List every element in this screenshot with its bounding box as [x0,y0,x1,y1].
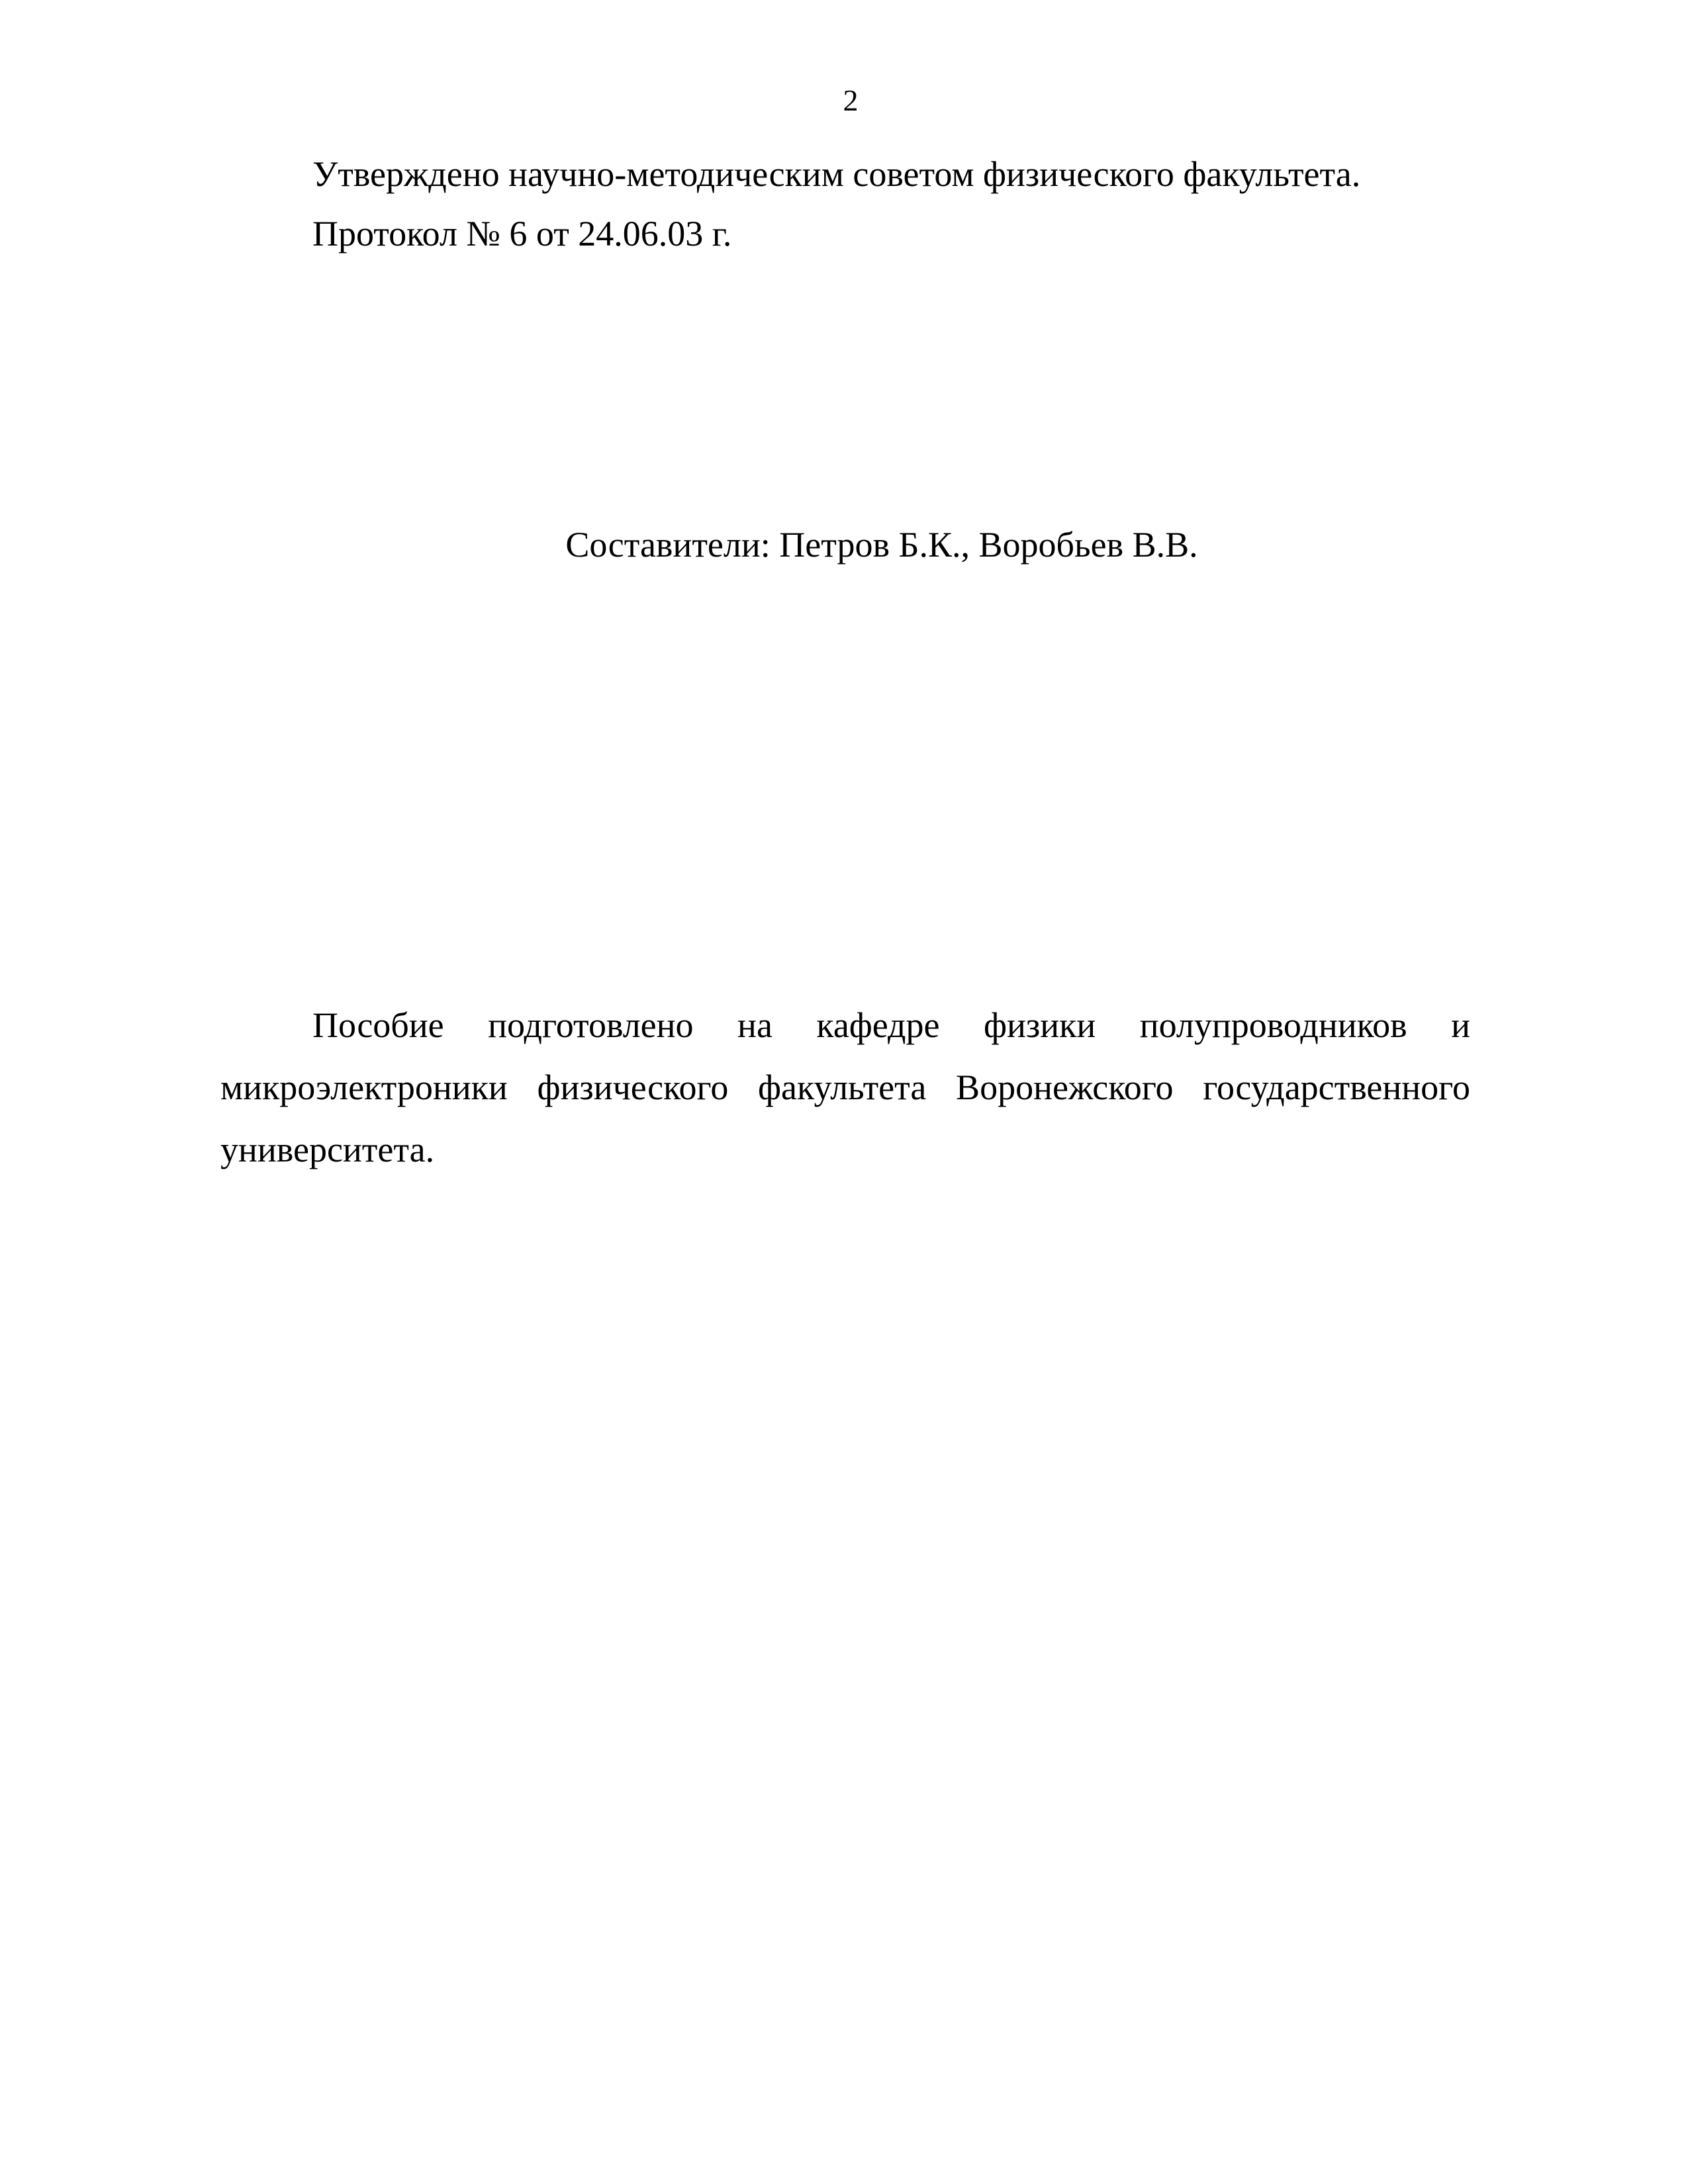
approval-statement: Утверждено научно-методическим советом физического факультета. [312,154,1361,194]
preparation-statement: Пособие подготовлено на кафедре физики полупроводников и микроэлектроники физического факультета Воронежского государственного университета. [220,1005,1470,1169]
page-number: 2 [843,83,859,117]
compilers-line [0,522,1688,568]
compilers-text: Составители: Петров Б.К., Воробьев В.В. [565,525,1198,565]
protocol-reference: Протокол № 6 от 24.06.03 г. [312,214,732,253]
